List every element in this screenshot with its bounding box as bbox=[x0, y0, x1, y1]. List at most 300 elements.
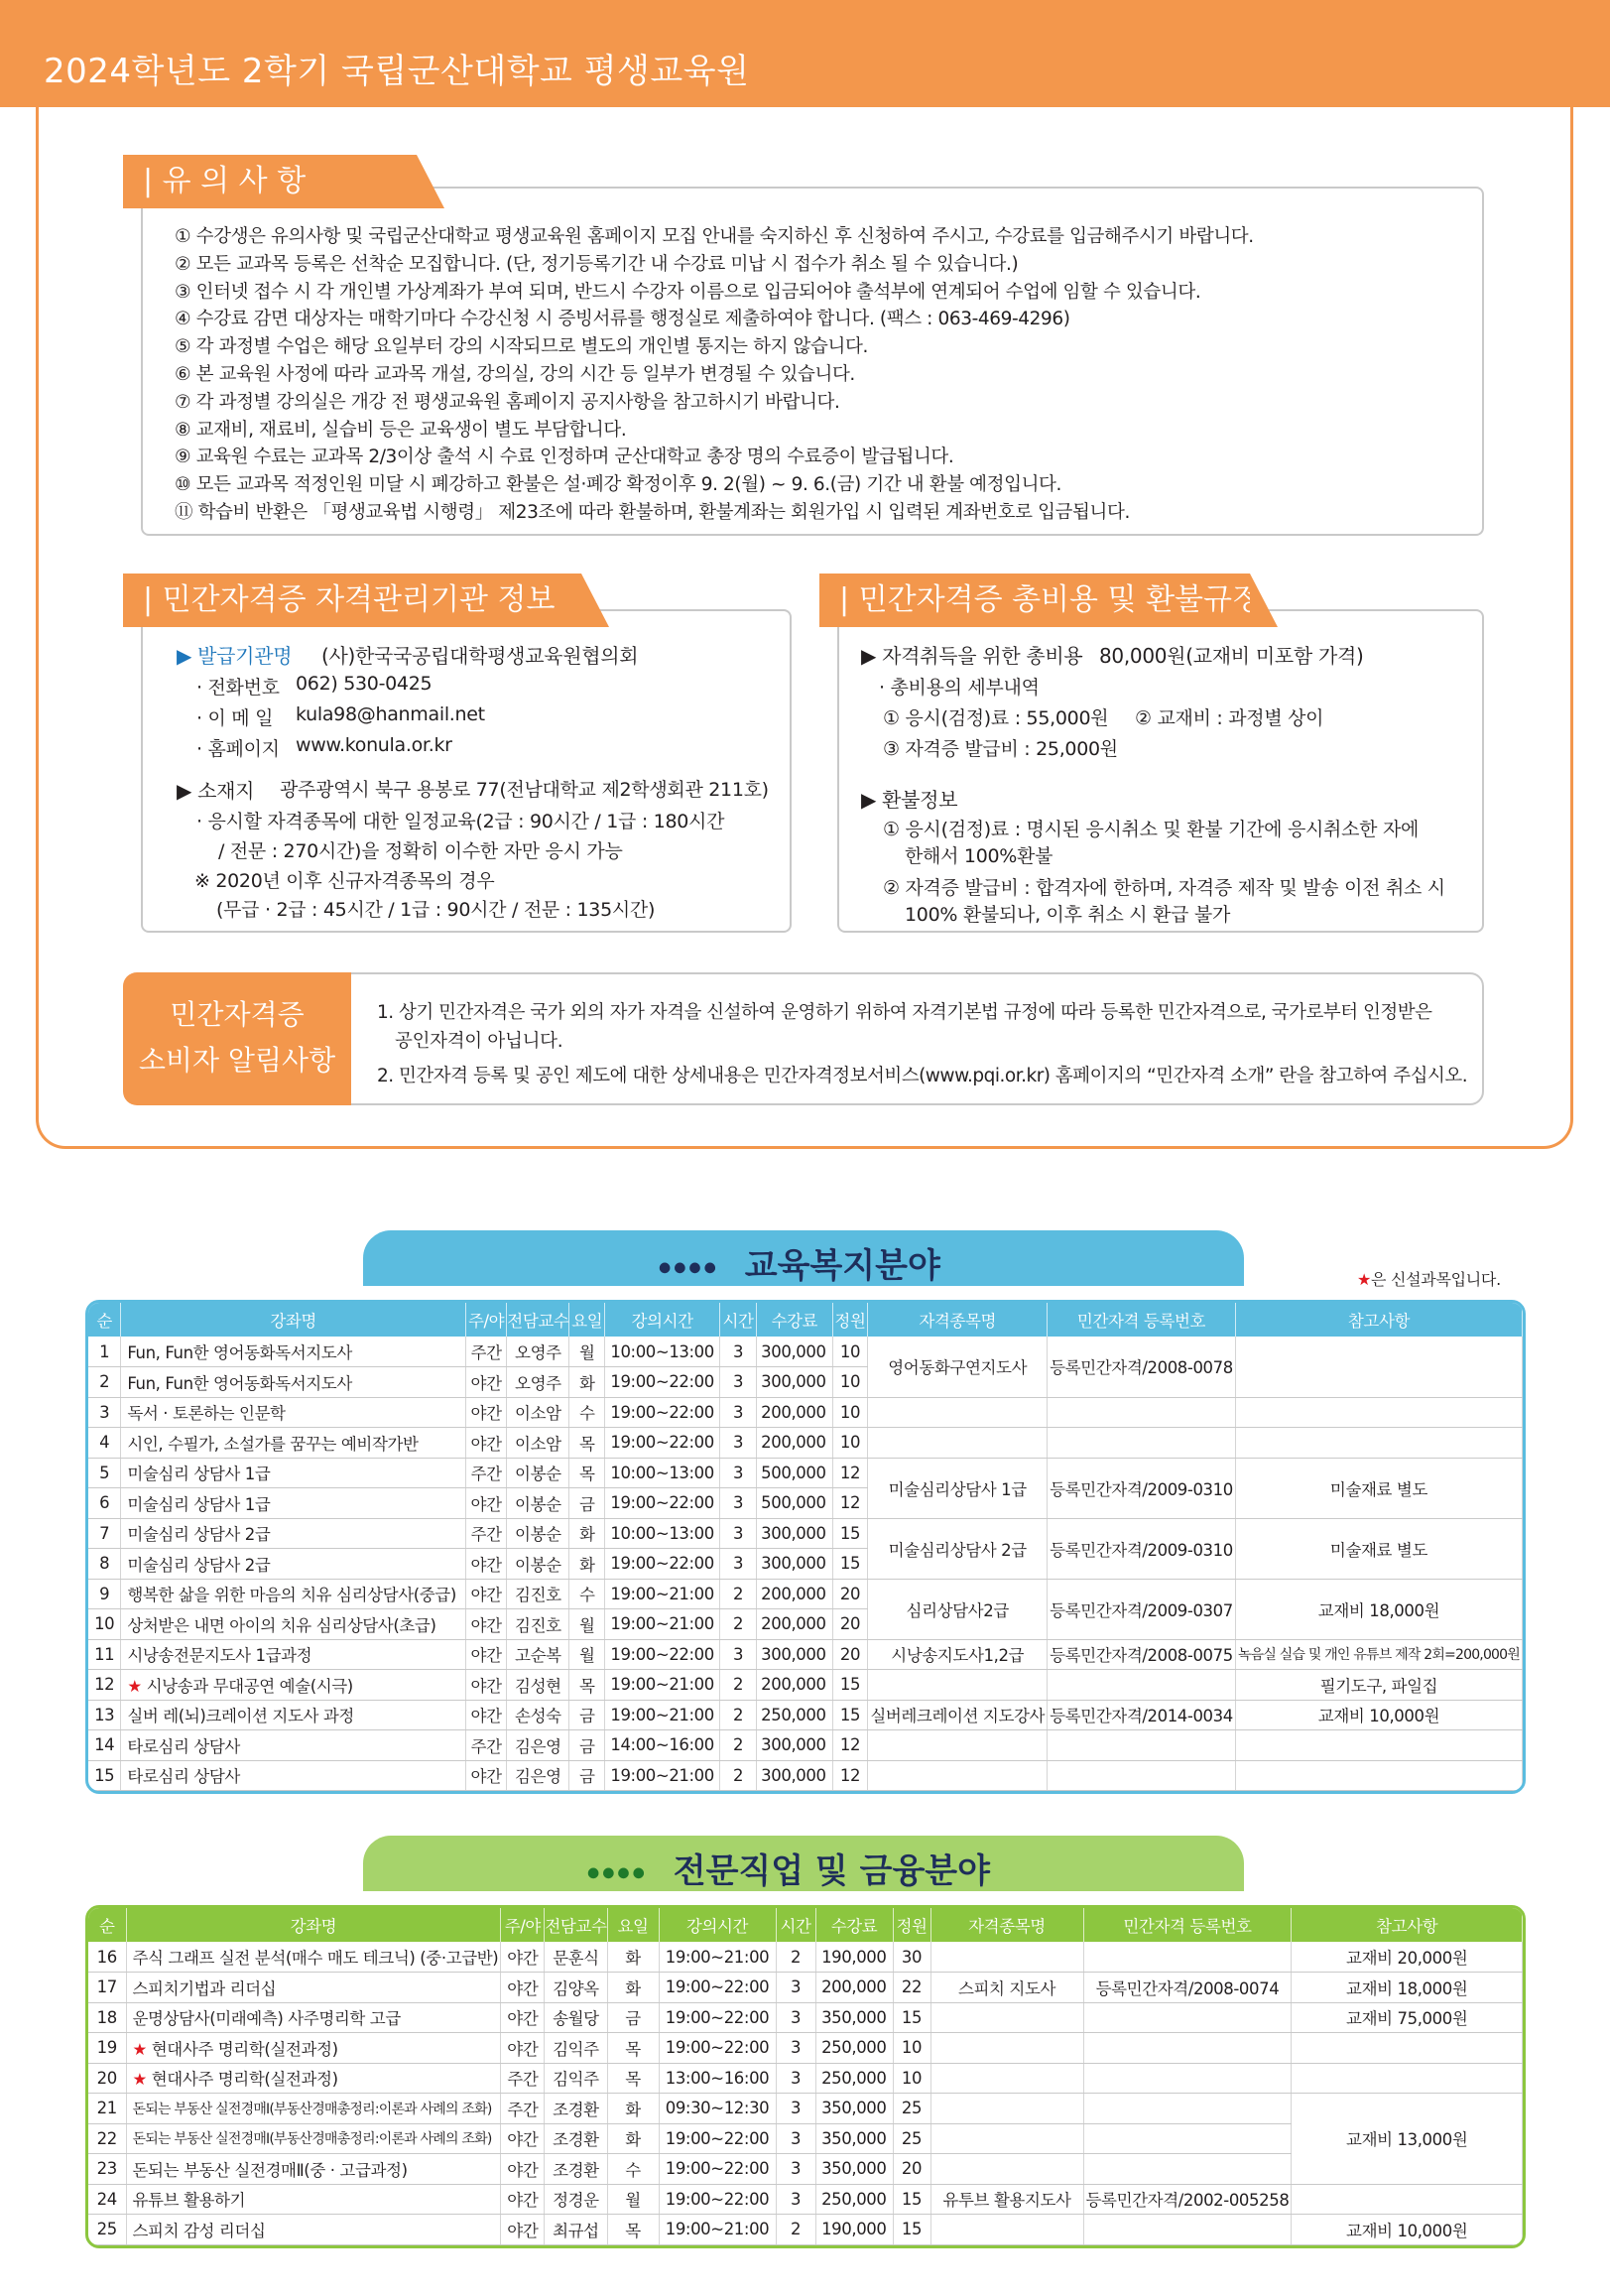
table-row bbox=[88, 1942, 1523, 1973]
cell-name: 스피치 감성 리더십 bbox=[126, 2215, 501, 2245]
cell-day: 금 bbox=[569, 1488, 605, 1519]
cell-cap: 10 bbox=[832, 1428, 868, 1459]
table-row bbox=[88, 1730, 1523, 1761]
cell-time: 19:00~22:00 bbox=[605, 1639, 720, 1670]
cell-dn: 주간 bbox=[465, 1458, 506, 1488]
section2-title: 전문직업 및 금융분야 bbox=[673, 1851, 990, 1891]
cell-prof: 송월당 bbox=[545, 2002, 607, 2033]
cell-name: 미술심리 상담사 2급 bbox=[121, 1549, 466, 1580]
cell-day: 목 bbox=[607, 2033, 659, 2064]
cell-time: 19:00~21:00 bbox=[605, 1700, 720, 1730]
notice-item: ⑤ 각 과정별 수업은 해당 요일부터 강의 시작되므로 별도의 개인별 통지는 하지 않습니다. bbox=[175, 336, 868, 358]
cell-name: 돈되는 부동산 실전경매Ⅱ(중 · 고급과정) bbox=[126, 2154, 501, 2185]
web-label: · 홈페이지 bbox=[196, 738, 280, 760]
cell-cert bbox=[930, 2094, 1083, 2124]
column-header: 순 bbox=[88, 1908, 126, 1942]
section1-header-row bbox=[88, 1303, 1523, 1337]
cell-prof: 조경환 bbox=[545, 2154, 607, 2185]
new-cert-note-1: ※ 2020년 이후 신규자격종목의 경우 bbox=[194, 870, 495, 892]
cell-no: 17 bbox=[88, 1973, 126, 2003]
cell-prof: 손성숙 bbox=[507, 1700, 569, 1730]
cell-name: 미술심리 상담사 2급 bbox=[121, 1518, 466, 1549]
cell-note: 교재비 13,000원 bbox=[1292, 2094, 1523, 2185]
cell-name: Fun, Fun한 영어동화독서지도사 bbox=[121, 1367, 466, 1398]
cell-note: 미술재료 별도 bbox=[1235, 1518, 1522, 1579]
cell-note: 교재비 10,000원 bbox=[1235, 1700, 1522, 1730]
cell-no: 10 bbox=[88, 1609, 121, 1640]
cell-time: 19:00~22:00 bbox=[605, 1397, 720, 1428]
table-row bbox=[88, 1973, 1523, 2003]
cell-cap: 15 bbox=[893, 2002, 930, 2033]
cell-day: 월 bbox=[607, 2184, 659, 2215]
cell-prof: 이봉순 bbox=[507, 1488, 569, 1519]
cell-cert bbox=[930, 2154, 1083, 2185]
cell-no: 3 bbox=[88, 1397, 121, 1428]
star-icon: ★ bbox=[132, 2039, 147, 2059]
cell-fee: 300,000 bbox=[757, 1337, 833, 1367]
cell-note: 필기도구, 파일집 bbox=[1235, 1670, 1522, 1701]
section2-header-row bbox=[88, 1908, 1523, 1942]
cell-fee: 500,000 bbox=[757, 1458, 833, 1488]
new-cert-note-2: (무급 · 2급 : 45시간 / 1급 : 90시간 / 전문 : 135시간) bbox=[216, 899, 656, 921]
notices-tab: | 유 의 사 항 bbox=[123, 155, 417, 208]
cell-day: 금 bbox=[569, 1730, 605, 1761]
cell-fee: 200,000 bbox=[757, 1609, 833, 1640]
cell-hrs: 3 bbox=[720, 1488, 757, 1519]
cell-prof: 김양옥 bbox=[545, 1973, 607, 2003]
cell-hrs: 2 bbox=[720, 1700, 757, 1730]
course-name: 현대사주 명리학(실전과정) bbox=[151, 2039, 338, 2059]
cell-no: 23 bbox=[88, 2154, 126, 2185]
section2-title-wrap bbox=[587, 1844, 990, 1892]
table-row bbox=[88, 1428, 1523, 1459]
cell-dn: 주간 bbox=[501, 2094, 545, 2124]
cell-prof: 이봉순 bbox=[507, 1518, 569, 1549]
notice-item: ⑨ 교육원 수료는 교과목 2/3이상 출석 시 수료 인정하며 군산대학교 총장 명의 수료증이 발급됩니다. bbox=[175, 446, 954, 468]
cell-hrs: 3 bbox=[720, 1397, 757, 1428]
cell-time: 19:00~21:00 bbox=[659, 1942, 776, 1973]
cost-detail-exam: ① 응시(검정)료 : 55,000원 bbox=[883, 707, 1109, 729]
cell-day: 화 bbox=[569, 1518, 605, 1549]
column-header: 수강료 bbox=[815, 1908, 893, 1942]
cell-no: 22 bbox=[88, 2123, 126, 2154]
cell-cap: 15 bbox=[893, 2215, 930, 2245]
table-row bbox=[88, 2063, 1523, 2094]
cell-cap: 12 bbox=[832, 1760, 868, 1791]
cell-fee: 350,000 bbox=[815, 2094, 893, 2124]
cell-fee: 350,000 bbox=[815, 2123, 893, 2154]
consumer-label-line-2: 소비자 알림사항 bbox=[138, 1044, 336, 1077]
cell-day: 목 bbox=[607, 2063, 659, 2094]
cell-fee: 300,000 bbox=[757, 1518, 833, 1549]
cell-day: 화 bbox=[607, 1973, 659, 2003]
cell-dn: 야간 bbox=[501, 2123, 545, 2154]
cell-no: 12 bbox=[88, 1670, 121, 1701]
column-header: 참고사항 bbox=[1235, 1303, 1522, 1337]
cell-fee: 300,000 bbox=[757, 1760, 833, 1791]
table-row bbox=[88, 1639, 1523, 1670]
section1-title: 교육복지분야 bbox=[744, 1246, 940, 1286]
issuer-label: ▶ 발급기관명 bbox=[177, 644, 293, 668]
cell-name: 독서 · 토론하는 인문학 bbox=[121, 1397, 466, 1428]
cell-time: 19:00~22:00 bbox=[659, 2033, 776, 2064]
cell-hrs: 2 bbox=[776, 2215, 815, 2245]
phone-label: · 전화번호 bbox=[196, 677, 280, 699]
consumer-line-1a: 1. 상기 민간자격은 국가 외의 자가 자격을 신설하여 운영하기 위하여 자격기본법 규정에 따라 등록한 민간자격으로, 국가로부터 인정받은 bbox=[377, 1002, 1432, 1023]
cost-tab: | 민간자격증 총비용 및 환불규정 bbox=[819, 574, 1250, 627]
cell-cert: 미술심리상담사 2급 bbox=[868, 1518, 1048, 1579]
cell-note bbox=[1292, 2033, 1523, 2064]
cell-prof: 이봉순 bbox=[507, 1549, 569, 1580]
cell-reg bbox=[1083, 2033, 1292, 2064]
cell-cap: 25 bbox=[893, 2094, 930, 2124]
cell-fee: 190,000 bbox=[815, 1942, 893, 1973]
cell-fee: 300,000 bbox=[757, 1367, 833, 1398]
cell-hrs: 3 bbox=[720, 1549, 757, 1580]
cell-time: 19:00~21:00 bbox=[659, 2215, 776, 2245]
cell-day: 목 bbox=[569, 1458, 605, 1488]
cell-time: 09:30~12:30 bbox=[659, 2094, 776, 2124]
cell-no: 11 bbox=[88, 1639, 121, 1670]
cell-cap: 15 bbox=[832, 1700, 868, 1730]
cell-cert bbox=[868, 1428, 1048, 1459]
cell-day: 월 bbox=[569, 1639, 605, 1670]
cell-prof: 최규섭 bbox=[545, 2215, 607, 2245]
cell-time: 13:00~16:00 bbox=[659, 2063, 776, 2094]
cell-name bbox=[126, 2033, 501, 2064]
column-header: 강좌명 bbox=[121, 1303, 466, 1337]
cell-hrs: 3 bbox=[720, 1458, 757, 1488]
column-header: 순 bbox=[88, 1303, 121, 1337]
cell-reg: 등록민간자격/2008-0075 bbox=[1048, 1639, 1236, 1670]
column-header: 강의시간 bbox=[659, 1908, 776, 1942]
cell-prof: 정경운 bbox=[545, 2184, 607, 2215]
cell-no: 21 bbox=[88, 2094, 126, 2124]
cell-cap: 10 bbox=[893, 2063, 930, 2094]
table-row bbox=[88, 1397, 1523, 1428]
cell-fee: 200,000 bbox=[757, 1579, 833, 1609]
cell-prof: 김은영 bbox=[507, 1730, 569, 1761]
cell-day: 화 bbox=[569, 1549, 605, 1580]
cell-cap: 20 bbox=[832, 1639, 868, 1670]
cell-fee: 300,000 bbox=[757, 1549, 833, 1580]
table-row bbox=[88, 2002, 1523, 2033]
cell-hrs: 3 bbox=[720, 1337, 757, 1367]
table-row bbox=[88, 1760, 1523, 1791]
cell-day: 목 bbox=[569, 1670, 605, 1701]
cell-no: 15 bbox=[88, 1760, 121, 1791]
location-value: 광주광역시 북구 용봉로 77(전남대학교 제2학생회관 211호) bbox=[280, 779, 769, 801]
new-course-note-text: 은 신설과목입니다. bbox=[1371, 1270, 1501, 1289]
cell-reg: 등록민간자격/2009-0310 bbox=[1048, 1518, 1236, 1579]
cell-prof: 고순복 bbox=[507, 1639, 569, 1670]
cell-no: 2 bbox=[88, 1367, 121, 1398]
cell-cap: 10 bbox=[832, 1337, 868, 1367]
cell-time: 19:00~21:00 bbox=[605, 1579, 720, 1609]
section2-dots: ●●●● bbox=[587, 1864, 648, 1881]
cell-hrs: 3 bbox=[720, 1639, 757, 1670]
cell-prof: 오영주 bbox=[507, 1337, 569, 1367]
cell-cap: 12 bbox=[832, 1458, 868, 1488]
cell-time: 19:00~21:00 bbox=[605, 1670, 720, 1701]
cell-reg: 등록민간자격/2002-005258 bbox=[1083, 2184, 1292, 2215]
table-row bbox=[88, 2215, 1523, 2245]
cell-day: 목 bbox=[569, 1428, 605, 1459]
cell-fee: 250,000 bbox=[815, 2033, 893, 2064]
cell-name bbox=[121, 1670, 466, 1701]
cell-time: 19:00~22:00 bbox=[605, 1428, 720, 1459]
cell-fee: 200,000 bbox=[815, 1973, 893, 2003]
cell-reg bbox=[1048, 1397, 1236, 1428]
cell-name: 미술심리 상담사 1급 bbox=[121, 1458, 466, 1488]
cell-time: 19:00~21:00 bbox=[605, 1760, 720, 1791]
column-header: 민간자격 등록번호 bbox=[1048, 1303, 1236, 1337]
cell-day: 수 bbox=[569, 1397, 605, 1428]
cell-no: 20 bbox=[88, 2063, 126, 2094]
cost-detail-textbook: ② 교재비 : 과정별 상이 bbox=[1135, 707, 1324, 729]
cell-cert bbox=[930, 2033, 1083, 2064]
refund-line-1a: ① 응시(검정)료 : 명시된 응시취소 및 환불 기간에 응시취소한 자에 bbox=[883, 819, 1420, 840]
cell-time: 19:00~22:00 bbox=[659, 2123, 776, 2154]
cell-fee: 200,000 bbox=[757, 1428, 833, 1459]
cell-fee: 350,000 bbox=[815, 2002, 893, 2033]
cell-hrs: 3 bbox=[776, 2002, 815, 2033]
cell-cap: 20 bbox=[832, 1609, 868, 1640]
cell-hrs: 3 bbox=[720, 1428, 757, 1459]
cell-reg bbox=[1083, 2123, 1292, 2154]
cell-name: 스피치기법과 리더십 bbox=[126, 1973, 501, 2003]
cell-day: 금 bbox=[569, 1760, 605, 1791]
cell-no: 18 bbox=[88, 2002, 126, 2033]
cell-no: 14 bbox=[88, 1730, 121, 1761]
notice-item: ⑩ 모든 교과목 적정인원 미달 시 폐강하고 환불은 설·폐강 확정이후 9. 2(월) ~ 9. 6.(금) 기간 내 환불 예정입니다. bbox=[175, 474, 1061, 496]
cell-hrs: 3 bbox=[776, 2063, 815, 2094]
requirement-line-1: · 응시할 자격종목에 대한 일정교육(2급 : 90시간 / 1급 : 180시간 bbox=[196, 811, 725, 832]
email-label: · 이 메 일 bbox=[196, 707, 274, 729]
cell-prof: 이소암 bbox=[507, 1428, 569, 1459]
cell-reg: 등록민간자격/2008-0078 bbox=[1048, 1337, 1236, 1397]
cell-fee: 190,000 bbox=[815, 2215, 893, 2245]
section1-title-wrap bbox=[659, 1238, 940, 1287]
cell-dn: 야간 bbox=[501, 2033, 545, 2064]
consumer-label-line-1: 민간자격증 bbox=[170, 998, 305, 1031]
agency-tab: | 민간자격증 자격관리기관 정보 bbox=[123, 574, 581, 627]
phone-value: 062) 530-0425 bbox=[296, 673, 433, 695]
column-header: 요일 bbox=[569, 1303, 605, 1337]
cell-day: 월 bbox=[569, 1609, 605, 1640]
total-cost-value: 80,000원(교재비 미포함 가격) bbox=[1099, 644, 1364, 668]
cell-day: 월 bbox=[569, 1337, 605, 1367]
cell-time: 10:00~13:00 bbox=[605, 1458, 720, 1488]
cell-dn: 주간 bbox=[501, 2063, 545, 2094]
cell-time: 19:00~22:00 bbox=[659, 2154, 776, 2185]
cell-hrs: 3 bbox=[776, 1973, 815, 2003]
cell-cert bbox=[868, 1760, 1048, 1791]
cell-no: 1 bbox=[88, 1337, 121, 1367]
cell-cert bbox=[930, 2063, 1083, 2094]
column-header: 민간자격 등록번호 bbox=[1083, 1908, 1292, 1942]
column-header: 강좌명 bbox=[126, 1908, 501, 1942]
cell-name: Fun, Fun한 영어동화독서지도사 bbox=[121, 1337, 466, 1367]
cell-hrs: 3 bbox=[776, 2154, 815, 2185]
cell-note bbox=[1235, 1760, 1522, 1791]
cell-time: 19:00~22:00 bbox=[659, 2002, 776, 2033]
column-header: 시간 bbox=[720, 1303, 757, 1337]
cell-no: 5 bbox=[88, 1458, 121, 1488]
cell-reg: 등록민간자격/2009-0310 bbox=[1048, 1458, 1236, 1518]
cell-cert: 시낭송지도사1,2급 bbox=[868, 1639, 1048, 1670]
table-row bbox=[88, 1670, 1523, 1701]
cell-time: 14:00~16:00 bbox=[605, 1730, 720, 1761]
cell-day: 화 bbox=[607, 2123, 659, 2154]
star-icon: ★ bbox=[1357, 1270, 1372, 1289]
cell-hrs: 3 bbox=[720, 1518, 757, 1549]
cell-note bbox=[1235, 1337, 1522, 1397]
cell-dn: 야간 bbox=[465, 1609, 506, 1640]
cell-cap: 12 bbox=[832, 1730, 868, 1761]
cell-prof: 이봉순 bbox=[507, 1458, 569, 1488]
cell-cap: 20 bbox=[832, 1579, 868, 1609]
cell-no: 19 bbox=[88, 2033, 126, 2064]
cell-prof: 조경환 bbox=[545, 2094, 607, 2124]
course-name: 현대사주 명리학(실전과정) bbox=[151, 2070, 338, 2090]
cell-dn: 야간 bbox=[465, 1670, 506, 1701]
cell-fee: 200,000 bbox=[757, 1397, 833, 1428]
notice-item: ⑧ 교재비, 재료비, 실습비 등은 교육생이 별도 부담합니다. bbox=[175, 419, 627, 441]
cell-time: 10:00~13:00 bbox=[605, 1337, 720, 1367]
cell-time: 19:00~22:00 bbox=[659, 1973, 776, 2003]
cell-name: 돈되는 부동산 실전경매Ⅰ(부동산경매총정리:이론과 사례의 조화) bbox=[126, 2123, 501, 2154]
cell-dn: 야간 bbox=[465, 1700, 506, 1730]
cell-cert: 스피치 지도사 bbox=[930, 1973, 1083, 2003]
cell-note bbox=[1235, 1428, 1522, 1459]
cell-note: 교재비 18,000원 bbox=[1292, 1973, 1523, 2003]
cell-cap: 12 bbox=[832, 1488, 868, 1519]
cell-time: 19:00~22:00 bbox=[605, 1549, 720, 1580]
cell-cert bbox=[930, 2002, 1083, 2033]
refund-line-2a: ② 자격증 발급비 : 합격자에 한하며, 자격증 제작 및 발송 이전 취소 시 bbox=[883, 877, 1445, 899]
web-value: www.konula.or.kr bbox=[296, 734, 452, 756]
cell-prof: 김진호 bbox=[507, 1579, 569, 1609]
cell-name: 시낭송전문지도사 1급과정 bbox=[121, 1639, 466, 1670]
cell-hrs: 3 bbox=[776, 2094, 815, 2124]
cell-reg bbox=[1048, 1760, 1236, 1791]
cell-fee: 350,000 bbox=[815, 2154, 893, 2185]
section1-table bbox=[85, 1300, 1526, 1794]
cell-note: 교재비 20,000원 bbox=[1292, 1942, 1523, 1973]
cell-hrs: 2 bbox=[720, 1760, 757, 1791]
cell-dn: 야간 bbox=[501, 2184, 545, 2215]
cell-cap: 15 bbox=[832, 1549, 868, 1580]
column-header: 주/야 bbox=[465, 1303, 506, 1337]
cell-name: 상처받은 내면 아이의 치유 심리상담사(초급) bbox=[121, 1609, 466, 1640]
table-row bbox=[88, 1458, 1523, 1488]
cell-no: 8 bbox=[88, 1549, 121, 1580]
column-header: 시간 bbox=[776, 1908, 815, 1942]
table-row bbox=[88, 1518, 1523, 1549]
cell-reg bbox=[1083, 2094, 1292, 2124]
cell-day: 금 bbox=[607, 2002, 659, 2033]
cell-cert bbox=[868, 1730, 1048, 1761]
cell-hrs: 2 bbox=[720, 1609, 757, 1640]
cell-note bbox=[1235, 1730, 1522, 1761]
column-header: 주/야 bbox=[501, 1908, 545, 1942]
cell-day: 화 bbox=[607, 2094, 659, 2124]
column-header: 전담교수 bbox=[507, 1303, 569, 1337]
cell-note: 교재비 75,000원 bbox=[1292, 2002, 1523, 2033]
cost-detail-issuance: ③ 자격증 발급비 : 25,000원 bbox=[883, 738, 1118, 760]
cell-cert bbox=[930, 1942, 1083, 1973]
cell-prof: 김은영 bbox=[507, 1760, 569, 1791]
cell-no: 24 bbox=[88, 2184, 126, 2215]
cell-dn: 야간 bbox=[465, 1488, 506, 1519]
cell-dn: 야간 bbox=[501, 2215, 545, 2245]
cell-hrs: 2 bbox=[720, 1579, 757, 1609]
consumer-notice-label bbox=[123, 972, 351, 1105]
cell-name: 미술심리 상담사 1급 bbox=[121, 1488, 466, 1519]
table-row bbox=[88, 2033, 1523, 2064]
cell-name: 행복한 삶을 위한 마음의 치유 심리상담사(중급) bbox=[121, 1579, 466, 1609]
cell-fee: 500,000 bbox=[757, 1488, 833, 1519]
cell-reg: 등록민간자격/2008-0074 bbox=[1083, 1973, 1292, 2003]
cell-prof: 조경환 bbox=[545, 2123, 607, 2154]
cell-dn: 주간 bbox=[465, 1518, 506, 1549]
notice-item: ① 수강생은 유의사항 및 국립군산대학교 평생교육원 홈페이지 모집 안내를 숙지하신 후 신청하여 주시고, 수강료를 입금해주시기 바랍니다. bbox=[175, 226, 1254, 247]
cell-reg bbox=[1048, 1730, 1236, 1761]
cell-no: 16 bbox=[88, 1942, 126, 1973]
cell-dn: 야간 bbox=[465, 1397, 506, 1428]
table-row bbox=[88, 2184, 1523, 2215]
cell-dn: 야간 bbox=[465, 1549, 506, 1580]
column-header: 자격종목명 bbox=[868, 1303, 1048, 1337]
cell-reg bbox=[1083, 1942, 1292, 1973]
cell-cert: 영어동화구연지도사 bbox=[868, 1337, 1048, 1397]
cell-cert: 미술심리상담사 1급 bbox=[868, 1458, 1048, 1518]
cell-day: 목 bbox=[607, 2215, 659, 2245]
table-row bbox=[88, 1337, 1523, 1367]
cell-cap: 10 bbox=[832, 1367, 868, 1398]
cell-fee: 250,000 bbox=[815, 2063, 893, 2094]
cell-dn: 야간 bbox=[501, 1942, 545, 1973]
cell-hrs: 3 bbox=[776, 2033, 815, 2064]
notice-item: ⑦ 각 과정별 강의실은 개강 전 평생교육원 홈페이지 공지사항을 참고하시기 바랍니다. bbox=[175, 391, 840, 413]
cell-day: 화 bbox=[569, 1367, 605, 1398]
notice-item: ④ 수강료 감면 대상자는 매학기마다 수강신청 시 증빙서류를 행정실로 제출하여야 합니다. (팩스 : 063-469-4296) bbox=[175, 309, 1070, 330]
cell-hrs: 3 bbox=[720, 1367, 757, 1398]
section1-dots: ●●●● bbox=[659, 1259, 719, 1276]
cell-day: 수 bbox=[607, 2154, 659, 2185]
cell-reg bbox=[1048, 1670, 1236, 1701]
cell-cap: 22 bbox=[893, 1973, 930, 2003]
cell-prof: 김익주 bbox=[545, 2063, 607, 2094]
notice-item: ⑥ 본 교육원 사정에 따라 교과목 개설, 강의실, 강의 시간 등 일부가 변경될 수 있습니다. bbox=[175, 364, 855, 385]
column-header: 정원 bbox=[893, 1908, 930, 1942]
cell-prof: 김성현 bbox=[507, 1670, 569, 1701]
refund-line-1b: 한해서 100%환불 bbox=[905, 845, 1053, 867]
cell-reg bbox=[1083, 2215, 1292, 2245]
cell-cert bbox=[930, 2123, 1083, 2154]
section2-table bbox=[85, 1905, 1526, 2248]
table-row bbox=[88, 2094, 1523, 2124]
course-name: 시낭송과 무대공연 예술(시극) bbox=[146, 1676, 353, 1696]
column-header: 수강료 bbox=[757, 1303, 833, 1337]
cell-fee: 300,000 bbox=[757, 1639, 833, 1670]
page-title: 2024학년도 2학기 국립군산대학교 평생교육원 bbox=[44, 52, 750, 91]
cell-no: 6 bbox=[88, 1488, 121, 1519]
cell-prof: 김진호 bbox=[507, 1609, 569, 1640]
cell-time: 10:00~13:00 bbox=[605, 1518, 720, 1549]
cell-dn: 야간 bbox=[501, 1973, 545, 2003]
